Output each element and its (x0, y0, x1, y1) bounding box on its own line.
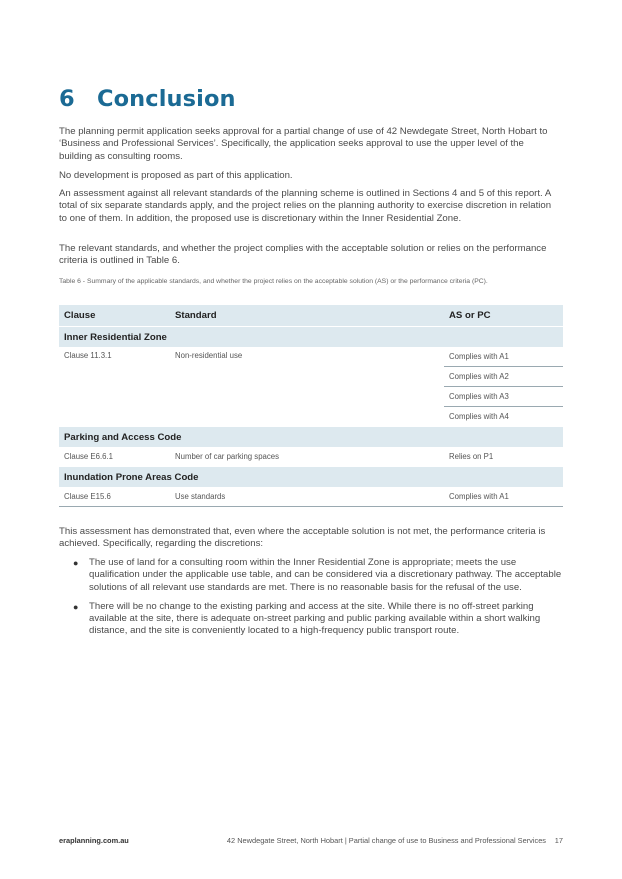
table-group-row (59, 427, 563, 448)
result-cell: Relies on P1 (449, 452, 494, 461)
header-as-or-pc: AS or PC (444, 305, 563, 327)
bullet-icon: ● (73, 601, 79, 612)
standard-cell: Use standards (170, 487, 444, 507)
clause-cell: Clause 11.3.1 (64, 351, 112, 360)
paragraph-no-development: No development is proposed as part of this application. (59, 170, 293, 181)
result-cell: Complies with A4 (449, 412, 509, 421)
header-standard: Standard (170, 305, 444, 327)
list-item: ● There will be no change to the existing parking and access at the site. While there is no off-street parking available at the site, there is adequate on-street parking and public parking available within a short walking distance, and the site is conveniently located to a high-frequency public transport route. (73, 600, 541, 637)
standards-table (59, 305, 563, 507)
group-name: Parking and Access Code (59, 427, 563, 448)
standard-cell: Number of car parking spaces (175, 452, 280, 461)
list-item: ● The use of land for a consulting room within the Inner Residential Zone is appropriate; meets the use qualification under the applicable use table, and can be considered via a discretionary pathway. The acceptable solutions of all relevant use standards are met. There is no reasonable basis for the refusal of the use. (73, 557, 562, 593)
header-clause: Clause (59, 305, 170, 327)
section-number: 6 (59, 86, 75, 112)
paragraph-assessment: An assessment against all relevant standards of the planning scheme is outlined in Sections 4 and 5 of this report. A total of six separate standards apply, and the project relies on the planning authority to exercise discretion in relation to one of them. In addition, the proposed use is discretionary within the Inner Residential Zone. (59, 188, 552, 224)
section-title: Conclusion (97, 86, 236, 112)
footer-description: 42 Newdegate Street, North Hobart | Partial change of use to Business and Professional Services (226, 836, 546, 845)
bullet-icon: ● (73, 558, 79, 568)
page-number: 17 (554, 836, 563, 845)
table-row (59, 447, 563, 467)
section-heading (59, 86, 236, 112)
table-group-row (59, 327, 563, 348)
result-cell: Complies with A1 (444, 487, 563, 507)
table-caption: Table 6 - Summary of the applicable standards, and whether the project relies on the acceptable solution (AS) or the performance criteria (PC). (59, 278, 488, 285)
paragraph-standards: The relevant standards, and whether the project complies with the acceptable solution or relies on the performance criteria is outlined in Table 6. (59, 243, 547, 267)
result-cell: Complies with A3 (444, 387, 563, 407)
footer-website: eraplanning.com.au (59, 836, 129, 845)
clause-cell: Clause E15.6 (59, 487, 170, 507)
table-row (59, 487, 563, 507)
paragraph-conclusion: This assessment has demonstrated that, even where the acceptable solution is not met, the performance criteria is achieved. Specifically, regarding the discretions: (59, 526, 546, 550)
page-footer (59, 836, 563, 848)
clause-cell: Clause E6.6.1 (64, 452, 113, 461)
result-cell: Complies with A2 (444, 367, 563, 387)
discretion-list (59, 557, 563, 645)
table-header-row (59, 305, 563, 327)
table-group-row (59, 467, 563, 488)
standard-cell: Non-residential use (175, 351, 243, 360)
result-cell: Complies with A1 (444, 347, 563, 367)
group-name: Inner Residential Zone (59, 327, 563, 348)
table-row (59, 347, 563, 367)
paragraph-intro: The planning permit application seeks approval for a partial change of use of 42 Newdegate Street, North Hobart to ‘Business and Professional Services’. Specifically, the application seeks approval to use the upper level of the building as consulting rooms. (59, 126, 548, 162)
group-name: Inundation Prone Areas Code (59, 467, 563, 488)
